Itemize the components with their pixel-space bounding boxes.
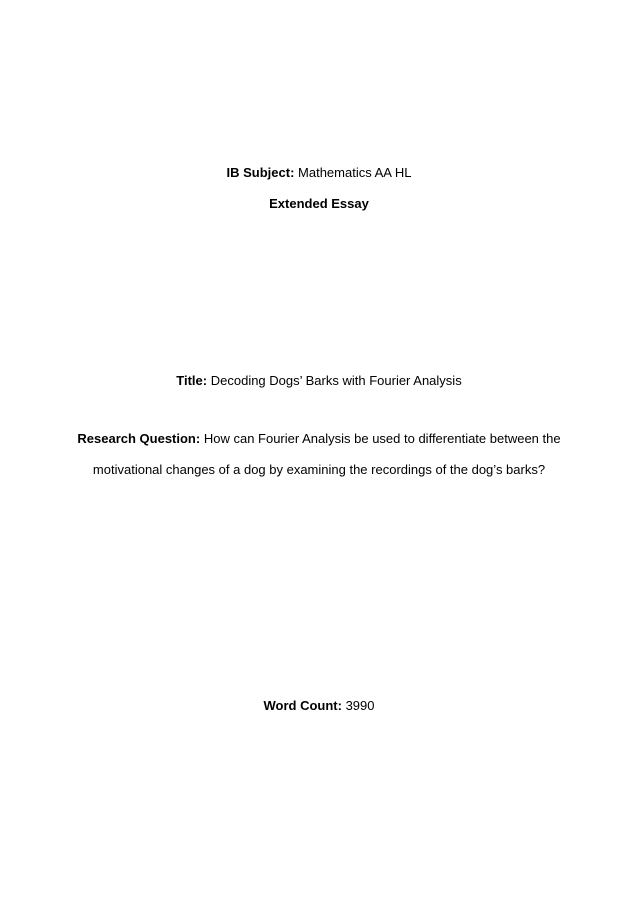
word-count-value: 3990 bbox=[345, 698, 375, 713]
research-question-text-2: motivational changes of a dog by examining the recordings of the dog’s barks? bbox=[92, 462, 546, 477]
subject-value: Mathematics AA HL bbox=[298, 165, 412, 180]
research-question-text-1: How can Fourier Analysis be used to differentiate between the bbox=[203, 431, 561, 446]
research-question-line-1 bbox=[0, 431, 638, 447]
title-label: Title: bbox=[176, 373, 208, 388]
title-line bbox=[0, 373, 638, 389]
word-count-label: Word Count: bbox=[263, 698, 342, 713]
subject-line bbox=[0, 165, 638, 181]
subject-label: IB Subject: bbox=[226, 165, 295, 180]
word-count-line bbox=[0, 698, 638, 714]
research-question-label: Research Question: bbox=[77, 431, 201, 446]
essay-type: Extended Essay bbox=[269, 196, 369, 211]
title-value: Decoding Dogs’ Barks with Fourier Analysis bbox=[210, 373, 462, 388]
research-question-line-2 bbox=[0, 462, 638, 478]
